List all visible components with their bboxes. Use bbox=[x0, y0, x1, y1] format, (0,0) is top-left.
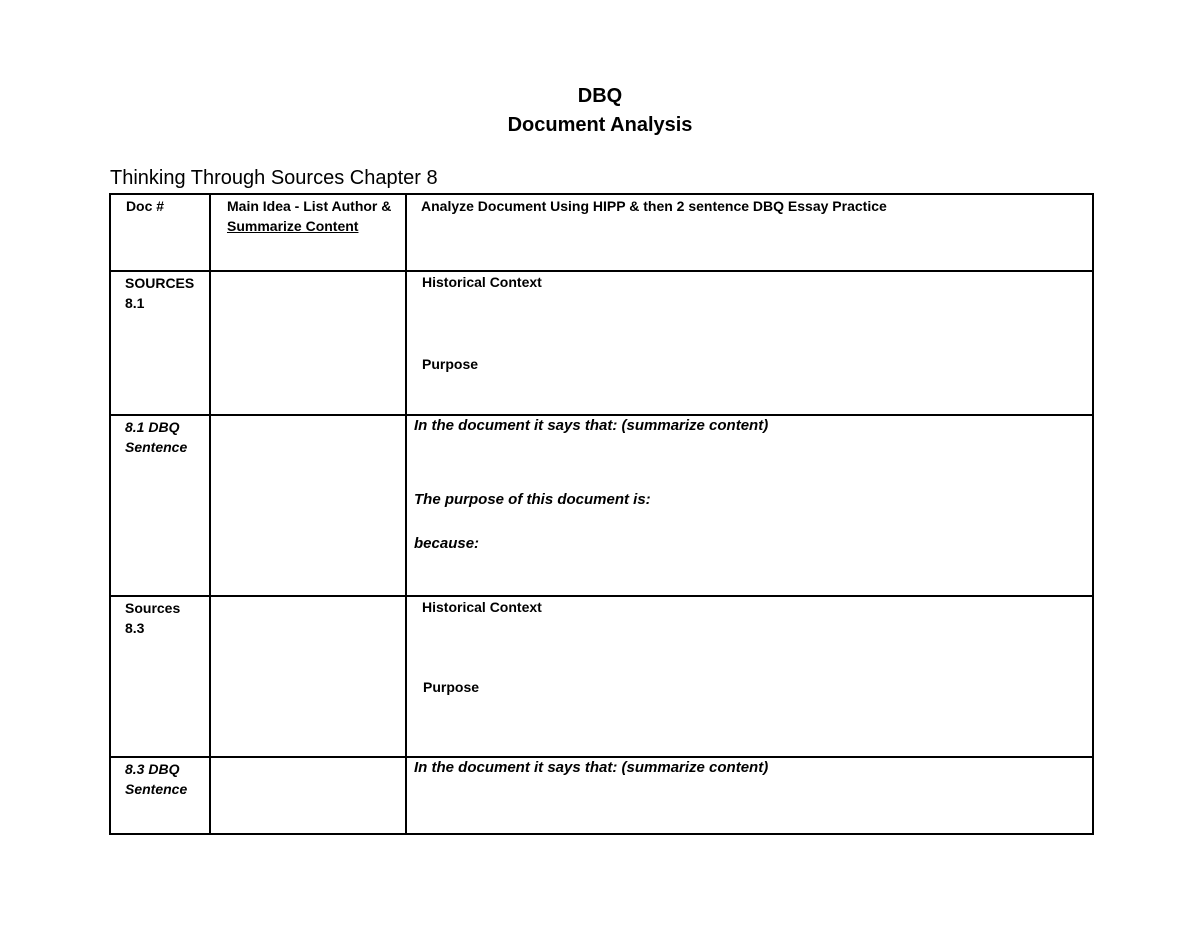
doc-label-line2: Sentence bbox=[125, 781, 188, 797]
main-idea-cell[interactable] bbox=[210, 415, 406, 596]
because-prompt: because: bbox=[414, 535, 480, 552]
analysis-table bbox=[109, 193, 1094, 835]
table-header-row bbox=[110, 194, 1093, 271]
main-idea-cell[interactable] bbox=[210, 596, 406, 757]
doc-label-line1: 8.3 DBQ bbox=[125, 761, 180, 777]
header-analyze-cell bbox=[406, 194, 1093, 271]
purpose-is-prompt: The purpose of this document is: bbox=[414, 491, 651, 508]
doc-label-line1: Sources bbox=[125, 600, 181, 616]
doc-cell bbox=[110, 271, 210, 415]
header-main-idea-label bbox=[211, 195, 405, 236]
historical-context-label: Historical Context bbox=[422, 274, 542, 290]
hipp-block bbox=[407, 272, 1092, 412]
dbq-block bbox=[407, 416, 1092, 593]
header-main-idea-underlined: Summarize Content bbox=[227, 218, 359, 234]
purpose-label: Purpose bbox=[422, 356, 479, 372]
header-analyze-label: Analyze Document Using HIPP & then 2 sentence DBQ Essay Practice bbox=[421, 198, 887, 214]
doc-label bbox=[111, 758, 209, 799]
doc-label-line2: Sentence bbox=[125, 439, 188, 455]
main-idea-cell[interactable] bbox=[210, 271, 406, 415]
document-title bbox=[0, 82, 1200, 140]
header-doc-cell bbox=[110, 194, 210, 271]
dbq-sentence-cell[interactable] bbox=[406, 757, 1093, 834]
header-doc-label: Doc # bbox=[125, 198, 165, 214]
table-row bbox=[110, 415, 1093, 596]
doc-label-line2: 8.1 bbox=[125, 295, 145, 311]
says-that-prompt: In the document it says that: (summarize content) bbox=[414, 759, 769, 776]
doc-label bbox=[111, 416, 209, 457]
historical-context-label: Historical Context bbox=[422, 599, 542, 615]
doc-cell bbox=[110, 596, 210, 757]
dbq-sentence-cell[interactable] bbox=[406, 415, 1093, 596]
table-row bbox=[110, 271, 1093, 415]
subtitle-chapter: Thinking Through Sources Chapter 8 bbox=[110, 167, 438, 189]
header-main-idea-prefix: Main Idea - List Author & bbox=[227, 198, 392, 214]
doc-label-line2: 8.3 bbox=[125, 620, 145, 636]
doc-label-line1: 8.1 DBQ bbox=[125, 419, 180, 435]
table-row bbox=[110, 757, 1093, 834]
doc-cell bbox=[110, 757, 210, 834]
title-dbq: DBQ bbox=[577, 85, 623, 107]
doc-label bbox=[111, 272, 209, 313]
says-that-prompt: In the document it says that: (summarize content) bbox=[414, 417, 769, 434]
header-main-idea-cell bbox=[210, 194, 406, 271]
doc-label bbox=[111, 597, 209, 638]
doc-label-line1: SOURCES bbox=[125, 275, 195, 291]
dbq-block bbox=[407, 758, 1092, 831]
table-row bbox=[110, 596, 1093, 757]
main-idea-cell[interactable] bbox=[210, 757, 406, 834]
purpose-label: Purpose bbox=[423, 679, 480, 695]
analysis-cell[interactable] bbox=[406, 271, 1093, 415]
analysis-cell[interactable] bbox=[406, 596, 1093, 757]
hipp-block bbox=[407, 597, 1092, 754]
doc-cell bbox=[110, 415, 210, 596]
title-document-analysis: Document Analysis bbox=[507, 114, 693, 136]
